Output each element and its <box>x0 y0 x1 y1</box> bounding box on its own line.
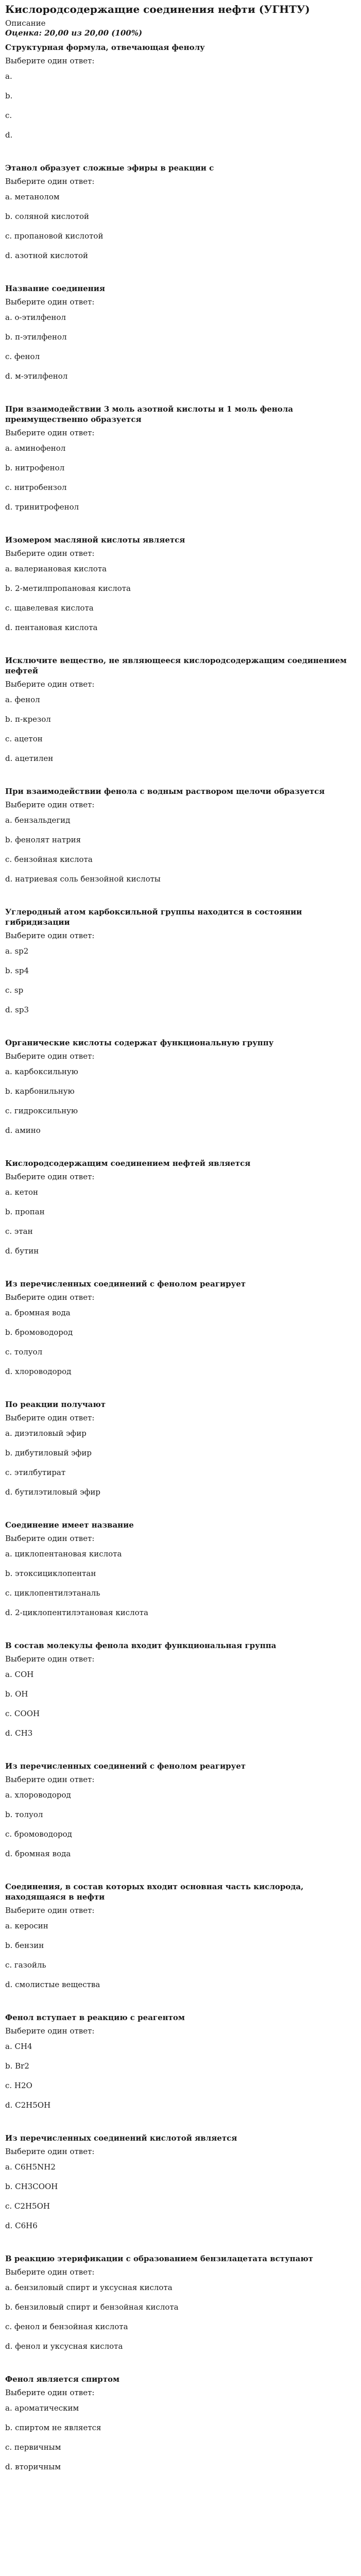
question-spacer <box>5 1748 356 1761</box>
answer-option[interactable]: b. толуол <box>5 1810 43 1819</box>
answer-option[interactable]: c. этан <box>5 1227 33 1236</box>
question-hint: Выберите один ответ: <box>5 1906 95 1915</box>
answer-option[interactable]: b. sp4 <box>5 966 29 975</box>
question-hint: Выберите один ответ: <box>5 1775 95 1784</box>
question-hint: Выберите один ответ: <box>5 680 95 689</box>
answer-option[interactable]: b. фенолят натрия <box>5 835 81 844</box>
question-text: При взаимодействии фенола с водным раствором щелочи образуется <box>5 787 325 796</box>
question-block <box>5 2133 356 2231</box>
answer-option[interactable]: c. sp <box>5 986 24 995</box>
answer-option[interactable]: b. <box>5 91 13 100</box>
answer-option[interactable]: a. sp2 <box>5 946 29 956</box>
question-hint: Выберите один ответ: <box>5 2267 95 2277</box>
answer-option[interactable]: a. кетон <box>5 1188 39 1197</box>
question-block <box>5 1038 356 1136</box>
question-hint: Выберите один ответ: <box>5 56 95 65</box>
question-spacer <box>5 642 356 655</box>
answer-option[interactable]: d. хлороводород <box>5 1367 72 1376</box>
question-spacer <box>5 1265 356 1279</box>
question-spacer <box>5 1868 356 1882</box>
question-text: Соединения, в состав которых входит основная часть кислорода, находящаяся в нефти <box>5 1882 304 1902</box>
answer-option[interactable]: c. толуол <box>5 1347 43 1357</box>
question-spacer <box>5 2361 356 2374</box>
question-block <box>5 1279 356 1377</box>
answer-option[interactable]: c. этилбутират <box>5 1468 66 1477</box>
answer-option[interactable]: d. C6H6 <box>5 2221 38 2230</box>
answer-option[interactable]: b. соляной кислотой <box>5 212 90 221</box>
answer-option[interactable]: a. аминофенол <box>5 444 66 453</box>
question-spacer <box>5 1506 356 1520</box>
question-spacer <box>5 1999 356 2012</box>
answer-option[interactable]: b. спиртом не является <box>5 2423 101 2432</box>
answer-option[interactable]: a. C6H5NH2 <box>5 2162 56 2172</box>
question-text: Соединение имеет название <box>5 1520 134 1530</box>
answer-option[interactable]: a. фенол <box>5 695 40 704</box>
answer-option[interactable]: d. бромная вода <box>5 1849 71 1858</box>
question-block <box>5 283 356 381</box>
answer-option[interactable]: c. первичным <box>5 2443 61 2452</box>
answer-option[interactable]: c. газойль <box>5 1960 46 1970</box>
question-block <box>5 535 356 633</box>
answer-option[interactable]: a. диэтиловый эфир <box>5 1429 87 1438</box>
answer-option[interactable]: c. фенол <box>5 352 40 361</box>
question-hint: Выберите один ответ: <box>5 549 95 558</box>
answer-option[interactable]: d. пентановая кислота <box>5 623 98 632</box>
answer-option[interactable]: d. <box>5 130 13 140</box>
answer-option[interactable]: b. п-крезол <box>5 715 51 724</box>
answer-option[interactable]: c. циклопентилэтаналь <box>5 1588 100 1598</box>
question-hint: Выберите один ответ: <box>5 1052 95 1061</box>
question-spacer <box>5 1145 356 1158</box>
answer-option[interactable]: b. карбонильную <box>5 1087 75 1096</box>
question-hint: Выберите один ответ: <box>5 1413 95 1422</box>
answer-option[interactable]: a. хлороводород <box>5 1790 71 1800</box>
question-hint: Выберите один ответ: <box>5 1172 95 1181</box>
question-spacer <box>5 893 356 907</box>
question-text: Название соединения <box>5 284 105 293</box>
answer-option[interactable]: a. керосин <box>5 1921 48 1930</box>
question-hint: Выберите один ответ: <box>5 1534 95 1543</box>
answer-option[interactable]: c. нитробензол <box>5 483 67 492</box>
answer-option[interactable]: a. карбоксильную <box>5 1067 78 1076</box>
question-text: Исключите вещество, не являющееся кислородсодержащим соединением нефтей <box>5 656 347 675</box>
question-text: Фенол вступает в реакцию с реагентом <box>5 2013 185 2022</box>
question-text: Изомером масляной кислоты является <box>5 535 185 545</box>
answer-option[interactable]: c. пропановой кислотой <box>5 231 104 241</box>
question-hint: Выберите один ответ: <box>5 177 95 186</box>
answer-option[interactable]: b. 2-метилпропановая кислота <box>5 584 131 593</box>
question-block <box>5 655 356 764</box>
answer-option[interactable]: d. амино <box>5 1126 41 1135</box>
question-text: По реакции получают <box>5 1400 106 1409</box>
question-text: В реакцию этерификации с образованием бензилацетата вступают <box>5 2254 314 2263</box>
answer-option[interactable]: c. щавелевая кислота <box>5 603 94 613</box>
question-hint: Выберите один ответ: <box>5 2147 95 2156</box>
question-block <box>5 1882 356 1990</box>
question-hint: Выберите один ответ: <box>5 931 95 940</box>
question-text: Из перечисленных соединений с фенолом реагирует <box>5 1279 246 1289</box>
answer-option[interactable]: d. 2-циклопентилэтановая кислота <box>5 1608 148 1617</box>
answer-option[interactable]: a. валериановая кислота <box>5 564 107 573</box>
answer-option[interactable]: b. бензин <box>5 1941 44 1950</box>
question-list <box>5 42 356 2495</box>
answer-option[interactable]: c. ацетон <box>5 734 43 743</box>
question-spacer <box>5 521 356 535</box>
answer-option[interactable]: c. <box>5 111 12 120</box>
question-hint: Выберите один ответ: <box>5 428 95 437</box>
answer-option[interactable]: a. <box>5 72 12 81</box>
answer-option[interactable]: b. бромоводород <box>5 1328 73 1337</box>
answer-option[interactable]: d. ацетилен <box>5 754 54 763</box>
answer-option[interactable]: d. азотной кислотой <box>5 251 89 260</box>
answer-option[interactable]: a. COH <box>5 1670 34 1679</box>
answer-option[interactable]: b. CH3COOH <box>5 2182 58 2191</box>
question-text: Из перечисленных соединений с фенолом реагирует <box>5 1761 246 1771</box>
answer-option[interactable]: c. бензойная кислота <box>5 855 93 864</box>
answer-option[interactable]: d. вторичным <box>5 2462 61 2471</box>
question-block <box>5 786 356 884</box>
answer-option[interactable]: a. бензальдегид <box>5 816 71 825</box>
question-text: Органические кислоты содержат функциональную группу <box>5 1038 274 1047</box>
question-spacer <box>5 2240 356 2253</box>
question-text: При взаимодействии 3 моль азотной кислоты и 1 моль фенола преимущественно образуется <box>5 404 294 424</box>
answer-option[interactable]: a. CH4 <box>5 2042 32 2051</box>
question-block <box>5 42 356 140</box>
answer-option[interactable]: d. тринитрофенол <box>5 502 79 512</box>
question-block <box>5 1640 356 1738</box>
question-spacer <box>5 1386 356 1399</box>
question-block <box>5 1158 356 1256</box>
answer-option[interactable]: d. смолистые вещества <box>5 1980 100 1989</box>
answer-option[interactable]: a. метанолом <box>5 192 60 201</box>
question-spacer <box>5 773 356 786</box>
question-block <box>5 404 356 512</box>
question-block <box>5 163 356 261</box>
question-spacer <box>5 149 356 163</box>
answer-option[interactable]: d. натриевая соль бензойной кислоты <box>5 874 161 884</box>
question-block <box>5 2012 356 2110</box>
answer-option[interactable]: a. ароматическим <box>5 2403 79 2413</box>
question-text: Кислородсодержащим соединением нефтей является <box>5 1159 251 1168</box>
question-hint: Выберите один ответ: <box>5 800 95 809</box>
question-text: Из перечисленных соединений кислотой является <box>5 2133 237 2143</box>
question-block <box>5 907 356 1015</box>
question-spacer <box>5 1024 356 1038</box>
question-text: Этанол образует сложные эфиры в реакции с <box>5 163 214 173</box>
question-block <box>5 2374 356 2472</box>
score-summary: Оценка: 20,00 из 20,00 (100%) <box>5 28 143 38</box>
question-text: Фенол является спиртом <box>5 2375 120 2384</box>
answer-option[interactable]: c. C2H5OH <box>5 2201 50 2211</box>
answer-option[interactable]: b. бензиловый спирт и бензойная кислота <box>5 2302 179 2312</box>
answer-option[interactable]: d. бутилэтиловый эфир <box>5 1487 100 1497</box>
answer-option[interactable]: c. гидроксильную <box>5 1106 78 1115</box>
question-block <box>5 1761 356 1859</box>
question-hint: Выберите один ответ: <box>5 1654 95 1664</box>
page-title: Кислородсодержащие соединения нефти (УГНТУ) <box>5 3 310 15</box>
question-hint: Выберите один ответ: <box>5 2388 95 2397</box>
answer-option[interactable]: d. м-этилфенол <box>5 371 68 381</box>
answer-option[interactable]: d. бутин <box>5 1246 39 1256</box>
question-text: Углеродный атом карбоксильной группы находится в состоянии гибридизации <box>5 907 302 927</box>
answer-option[interactable]: d. CH3 <box>5 1728 33 1738</box>
question-spacer <box>5 1627 356 1640</box>
answer-option[interactable]: b. Br2 <box>5 2061 29 2071</box>
answer-option[interactable]: b. этоксициклопентан <box>5 1569 96 1578</box>
question-hint: Выберите один ответ: <box>5 297 95 307</box>
answer-option[interactable]: b. нитрофенол <box>5 463 65 472</box>
answer-option[interactable]: b. пропан <box>5 1207 45 1216</box>
answer-option[interactable]: c. фенол и бензойная кислота <box>5 2322 128 2331</box>
question-text: Структурная формула, отвечающая фенолу <box>5 43 205 52</box>
question-spacer <box>5 2481 356 2495</box>
question-spacer <box>5 270 356 283</box>
answer-option[interactable]: c. бромоводород <box>5 1829 72 1839</box>
answer-option[interactable]: b. п-этилфенол <box>5 332 67 342</box>
question-spacer <box>5 391 356 404</box>
question-block <box>5 1520 356 1618</box>
answer-option[interactable]: d. C2H5OH <box>5 2100 51 2110</box>
answer-option[interactable]: c. COOH <box>5 1709 40 1718</box>
page-description: Описание <box>5 19 46 28</box>
answer-option[interactable]: a. бензиловый спирт и уксусная кислота <box>5 2283 173 2292</box>
question-hint: Выберите один ответ: <box>5 2026 95 2036</box>
question-text: В состав молекулы фенола входит функциональная группа <box>5 1641 277 1650</box>
answer-option[interactable]: a. бромная вода <box>5 1308 71 1317</box>
question-block <box>5 1399 356 1497</box>
answer-option[interactable]: b. дибутиловый эфир <box>5 1448 92 1458</box>
answer-option[interactable]: a. циклопентановая кислота <box>5 1549 122 1558</box>
answer-option[interactable]: b. OH <box>5 1689 28 1699</box>
question-hint: Выберите один ответ: <box>5 1293 95 1302</box>
question-spacer <box>5 2120 356 2133</box>
answer-option[interactable]: a. о-этилфенол <box>5 313 66 322</box>
answer-option[interactable]: d. sp3 <box>5 1005 29 1014</box>
answer-option[interactable]: d. фенол и уксусная кислота <box>5 2342 123 2351</box>
question-block <box>5 2253 356 2351</box>
answer-option[interactable]: c. H2O <box>5 2081 32 2090</box>
